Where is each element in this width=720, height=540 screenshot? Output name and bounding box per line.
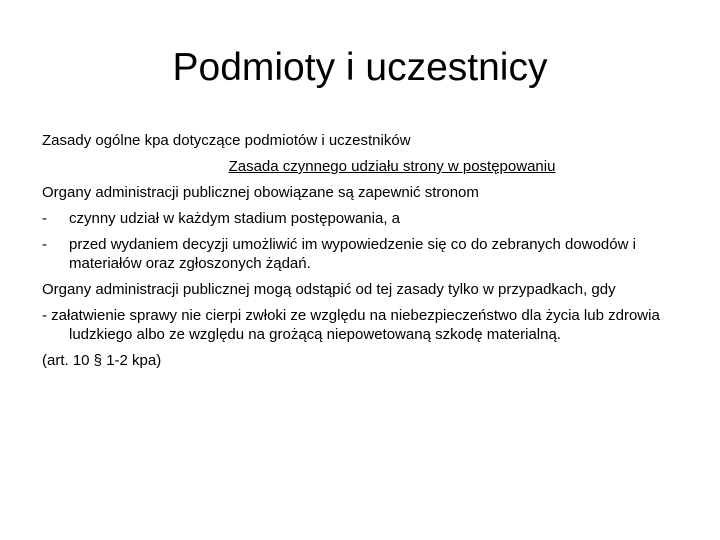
- list-item: [42, 235, 682, 273]
- exception-text: Organy administracji publicznej mogą odstąpić od tej zasady tylko w przypadkach, gdy: [42, 281, 616, 298]
- slide-content: [42, 131, 682, 377]
- list-item-text: przed wydaniem decyzji umożliwić im wypowiedzenie się co do zebranych dowodów i materiałów oraz zgłoszonych żądań.: [69, 236, 636, 272]
- list-dash: -: [42, 236, 47, 253]
- intro-text: Organy administracji publicznej obowiązane są zapewnić stronom: [42, 184, 479, 201]
- legal-citation: (art. 10 § 1-2 kpa): [42, 352, 162, 369]
- list-item: [42, 209, 682, 228]
- principle-subheading: Zasada czynnego udziału strony w postępowaniu: [228, 158, 556, 175]
- list-dash: -: [42, 210, 47, 227]
- slide-title: Podmioty i uczestnicy: [172, 46, 548, 89]
- section-heading: Zasady ogólne kpa dotyczące podmiotów i uczestników: [42, 132, 411, 149]
- list-item-text: czynny udział w każdym stadium postępowania, a: [69, 210, 400, 227]
- subheading-row: [42, 157, 682, 176]
- exception-item: - załatwienie sprawy nie cierpi zwłoki ze względu na niebezpieczeństwo dla życia lub zdrowia ludzkiego albo ze względu na grożącą niepowetowaną szkodę materialną.: [42, 307, 660, 343]
